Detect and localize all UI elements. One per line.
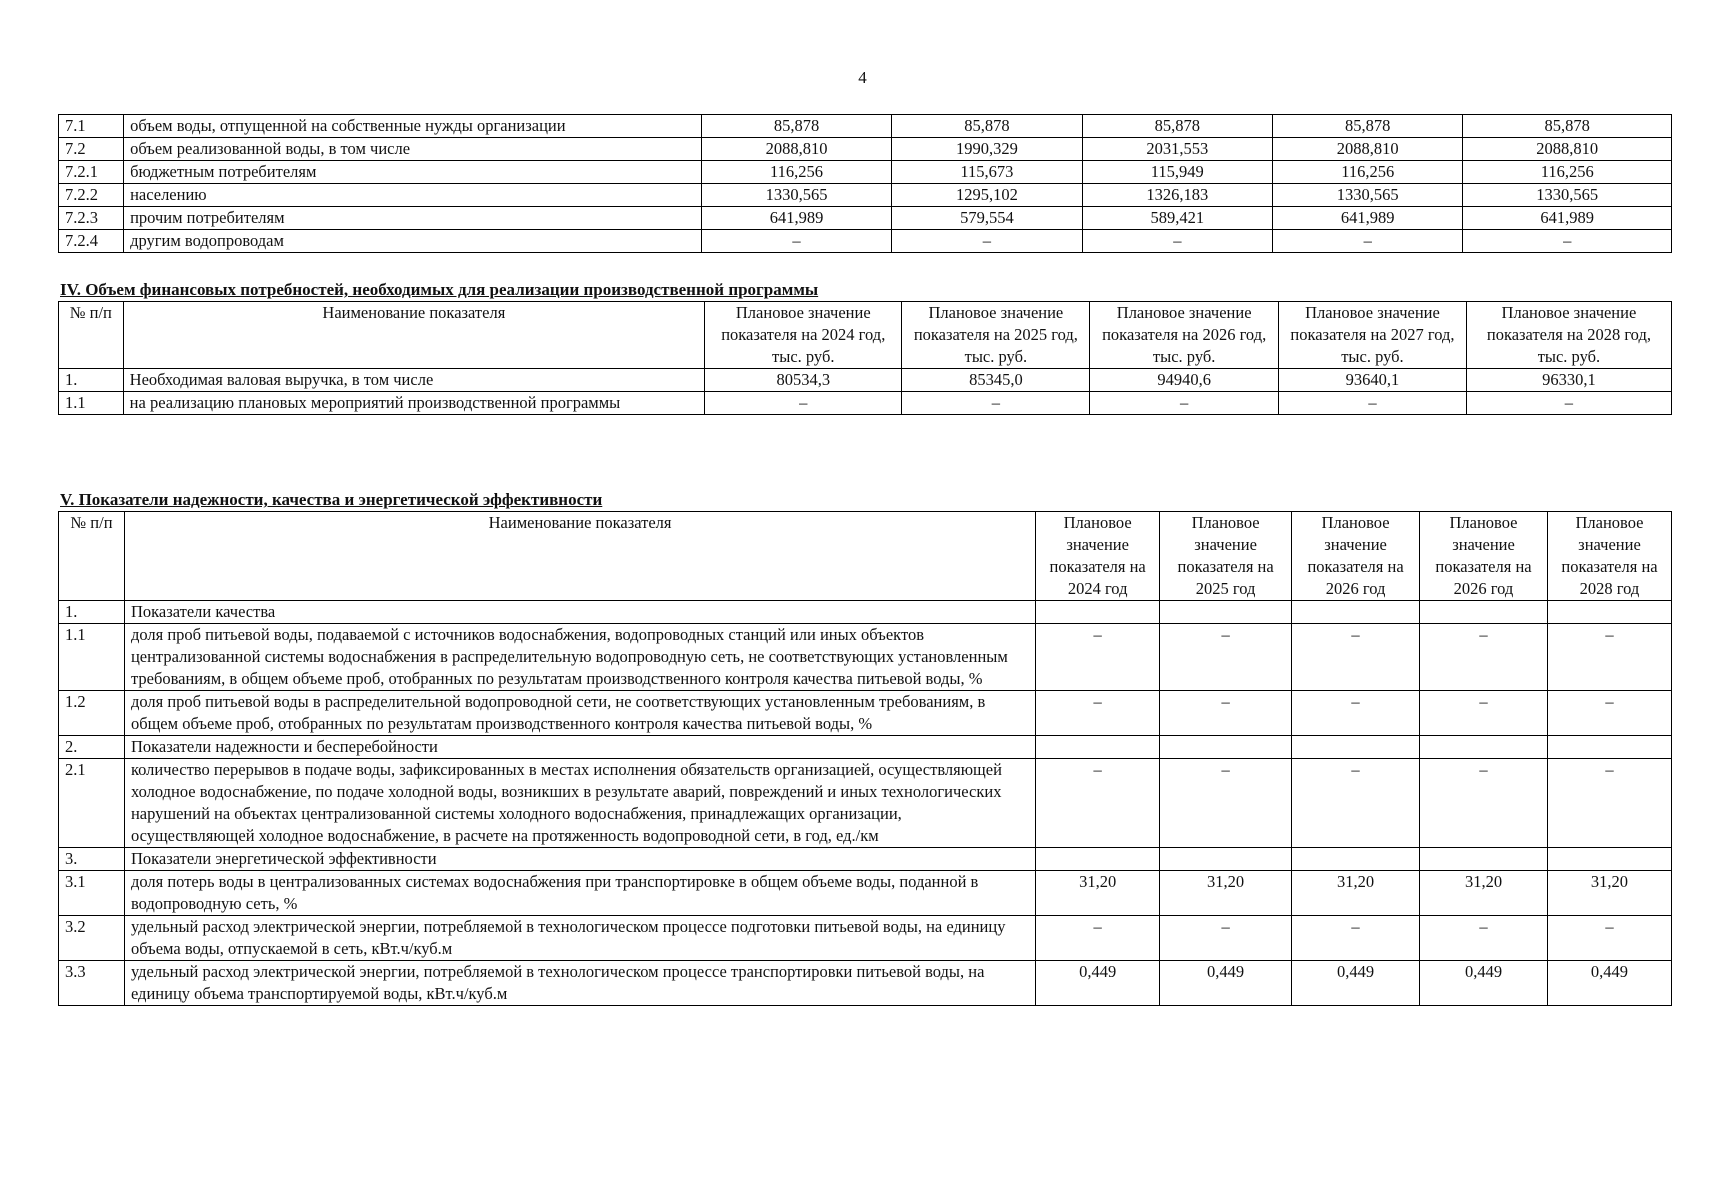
- table-header-row: [59, 512, 1672, 601]
- row-value: 1990,329: [892, 138, 1082, 161]
- row-value: 116,256: [1273, 161, 1463, 184]
- row-code: 7.2: [59, 138, 124, 161]
- row-value: –: [1547, 624, 1671, 691]
- row-value: –: [1420, 916, 1548, 961]
- row-value: –: [1547, 691, 1671, 736]
- row-value: –: [1036, 624, 1160, 691]
- row-code: 1.: [59, 601, 125, 624]
- row-value: –: [1420, 624, 1548, 691]
- row-value: 1330,565: [701, 184, 891, 207]
- table-row: [59, 230, 1672, 253]
- row-value: –: [902, 392, 1090, 415]
- row-code: 7.1: [59, 115, 124, 138]
- row-code: 7.2.3: [59, 207, 124, 230]
- header-col: Плановое значение показателя на 2025 год: [1160, 512, 1292, 601]
- row-value: [1547, 736, 1671, 759]
- row-value: –: [1273, 230, 1463, 253]
- row-value: 0,449: [1420, 961, 1548, 1006]
- table-row: [59, 207, 1672, 230]
- row-value: 85,878: [701, 115, 891, 138]
- row-value: 85,878: [1082, 115, 1272, 138]
- row-value: –: [1420, 691, 1548, 736]
- row-value: 31,20: [1160, 871, 1292, 916]
- section-4-title: IV. Объем финансовых потребностей, необходимых для реализации производственной программы: [60, 280, 819, 299]
- table-row: [59, 871, 1672, 916]
- row-value: 93640,1: [1279, 369, 1467, 392]
- page-number: 4: [858, 68, 867, 87]
- row-value: –: [1292, 624, 1420, 691]
- row-value: –: [1547, 916, 1671, 961]
- row-code: 3.1: [59, 871, 125, 916]
- header-name: Наименование показателя: [123, 302, 704, 369]
- row-code: 3.3: [59, 961, 125, 1006]
- table-row: [59, 369, 1672, 392]
- row-name: доля потерь воды в централизованных системах водоснабжения при транспортировке в общем объеме воды, поданной в водопроводную сеть, %: [124, 871, 1035, 916]
- row-value: [1420, 601, 1548, 624]
- row-value: [1547, 601, 1671, 624]
- row-value: [1420, 736, 1548, 759]
- row-value: 589,421: [1082, 207, 1272, 230]
- row-value: 1330,565: [1273, 184, 1463, 207]
- row-code: 1.1: [59, 624, 125, 691]
- table-row: [59, 961, 1672, 1006]
- row-value: 116,256: [701, 161, 891, 184]
- row-value: 579,554: [892, 207, 1082, 230]
- header-col: Плановое значение показателя на 2028 год: [1547, 512, 1671, 601]
- row-value: 94940,6: [1090, 369, 1279, 392]
- header-col: Плановое значение показателя на 2027 год, тыс. руб.: [1279, 302, 1467, 369]
- row-code: 1.2: [59, 691, 125, 736]
- row-code: 7.2.1: [59, 161, 124, 184]
- table-row: [59, 601, 1672, 624]
- row-value: 0,449: [1547, 961, 1671, 1006]
- row-value: 116,256: [1463, 161, 1672, 184]
- row-value: [1160, 736, 1292, 759]
- row-value: –: [1279, 392, 1467, 415]
- row-value: 641,989: [701, 207, 891, 230]
- row-name: Показатели надежности и бесперебойности: [124, 736, 1035, 759]
- row-name: количество перерывов в подаче воды, зафиксированных в местах исполнения обязательств организацией, осуществляющей холодное водоснабжение, по подаче холодной воды, возникших в результате аварий, повреждений и иных технологических нарушений на объектах централизованной системы холодного водоснабжения, принадлежащих организации, осуществляющей холодное водоснабжение, в расчете на протяженность водопроводной сети, в год, ед./км: [124, 759, 1035, 848]
- row-value: [1420, 848, 1548, 871]
- header-col: Плановое значение показателя на 2025 год, тыс. руб.: [902, 302, 1090, 369]
- row-name: Необходимая валовая выручка, в том числе: [123, 369, 704, 392]
- row-value: 1326,183: [1082, 184, 1272, 207]
- row-value: [1160, 601, 1292, 624]
- row-name: Показатели качества: [124, 601, 1035, 624]
- row-name: прочим потребителям: [124, 207, 702, 230]
- row-value: [1292, 848, 1420, 871]
- row-value: –: [701, 230, 891, 253]
- row-value: –: [1160, 691, 1292, 736]
- header-col: Плановое значение показателя на 2026 год: [1292, 512, 1420, 601]
- row-value: [1292, 736, 1420, 759]
- row-value: 641,989: [1273, 207, 1463, 230]
- table-row: [59, 691, 1672, 736]
- row-value: 31,20: [1420, 871, 1548, 916]
- header-name: Наименование показателя: [124, 512, 1035, 601]
- water-volume-table: [58, 114, 1672, 253]
- row-value: [1160, 848, 1292, 871]
- section-5-title: V. Показатели надежности, качества и энергетической эффективности: [60, 490, 603, 509]
- row-value: [1036, 601, 1160, 624]
- table-row: [59, 736, 1672, 759]
- table-row: [59, 624, 1672, 691]
- row-value: 2031,553: [1082, 138, 1272, 161]
- row-value: 641,989: [1463, 207, 1672, 230]
- row-value: –: [1160, 624, 1292, 691]
- row-code: 3.: [59, 848, 125, 871]
- row-name: другим водопроводам: [124, 230, 702, 253]
- row-value: –: [1036, 759, 1160, 848]
- header-col: Плановое значение показателя на 2028 год, тыс. руб.: [1466, 302, 1671, 369]
- row-value: 85,878: [1273, 115, 1463, 138]
- row-name: доля проб питьевой воды, подаваемой с источников водоснабжения, водопроводных станций или иных объектов централизованной системы водоснабжения в распределительную водопроводную сеть, не соответствующих установленным требованиям, в общем объеме проб, отобранных по результатам производственного контроля качества питьевой воды, %: [124, 624, 1035, 691]
- table-row: [59, 848, 1672, 871]
- row-value: –: [1082, 230, 1272, 253]
- row-value: 2088,810: [1463, 138, 1672, 161]
- header-num: № п/п: [59, 512, 125, 601]
- row-value: 0,449: [1160, 961, 1292, 1006]
- row-code: 2.: [59, 736, 125, 759]
- row-value: 1330,565: [1463, 184, 1672, 207]
- row-value: 0,449: [1036, 961, 1160, 1006]
- row-code: 1.: [59, 369, 124, 392]
- row-name: объем реализованной воды, в том числе: [124, 138, 702, 161]
- row-value: –: [1160, 759, 1292, 848]
- table-row: [59, 115, 1672, 138]
- row-name: населению: [124, 184, 702, 207]
- row-value: –: [1090, 392, 1279, 415]
- row-value: [1547, 848, 1671, 871]
- row-code: 2.1: [59, 759, 125, 848]
- row-name: на реализацию плановых мероприятий производственной программы: [123, 392, 704, 415]
- row-value: 115,673: [892, 161, 1082, 184]
- row-value: –: [1292, 916, 1420, 961]
- row-code: 3.2: [59, 916, 125, 961]
- row-value: 85,878: [1463, 115, 1672, 138]
- row-name: удельный расход электрической энергии, потребляемой в технологическом процессе транспортировки питьевой воды, на единицу объема транспортируемой воды, кВт.ч/куб.м: [124, 961, 1035, 1006]
- header-col: Плановое значение показателя на 2024 год: [1036, 512, 1160, 601]
- header-col: Плановое значение показателя на 2024 год, тыс. руб.: [705, 302, 902, 369]
- row-code: 7.2.4: [59, 230, 124, 253]
- row-name: доля проб питьевой воды в распределительной водопроводной сети, не соответствующих установленным требованиям, в общем объеме проб, отобранных по результатам производственного контроля качества питьевой воды, %: [124, 691, 1035, 736]
- row-value: 1295,102: [892, 184, 1082, 207]
- row-value: –: [1466, 392, 1671, 415]
- row-name: Показатели энергетической эффективности: [124, 848, 1035, 871]
- row-value: 31,20: [1547, 871, 1671, 916]
- row-name: удельный расход электрической энергии, потребляемой в технологическом процессе подготовки питьевой воды, на единицу объема воды, отпускаемой в сеть, кВт.ч/куб.м: [124, 916, 1035, 961]
- table-row: [59, 916, 1672, 961]
- row-value: 80534,3: [705, 369, 902, 392]
- row-name: бюджетным потребителям: [124, 161, 702, 184]
- financial-needs-table: [58, 301, 1672, 415]
- table-row: [59, 161, 1672, 184]
- row-value: –: [1463, 230, 1672, 253]
- table-header-row: [59, 302, 1672, 369]
- row-value: –: [1292, 759, 1420, 848]
- table-row: [59, 138, 1672, 161]
- row-value: –: [705, 392, 902, 415]
- header-col: Плановое значение показателя на 2026 год, тыс. руб.: [1090, 302, 1279, 369]
- row-value: –: [1420, 759, 1548, 848]
- header-num: № п/п: [59, 302, 124, 369]
- row-value: 96330,1: [1466, 369, 1671, 392]
- row-value: –: [1547, 759, 1671, 848]
- row-value: –: [1036, 916, 1160, 961]
- table-row: [59, 184, 1672, 207]
- row-value: [1292, 601, 1420, 624]
- reliability-quality-table: [58, 511, 1672, 1006]
- row-value: 85,878: [892, 115, 1082, 138]
- row-value: 31,20: [1292, 871, 1420, 916]
- row-value: –: [1292, 691, 1420, 736]
- row-value: 85345,0: [902, 369, 1090, 392]
- header-col: Плановое значение показателя на 2026 год: [1420, 512, 1548, 601]
- row-code: 7.2.2: [59, 184, 124, 207]
- row-name: объем воды, отпущенной на собственные нужды организации: [124, 115, 702, 138]
- row-value: 115,949: [1082, 161, 1272, 184]
- row-value: [1036, 736, 1160, 759]
- row-value: 2088,810: [1273, 138, 1463, 161]
- row-value: –: [892, 230, 1082, 253]
- row-code: 1.1: [59, 392, 124, 415]
- row-value: [1036, 848, 1160, 871]
- row-value: 31,20: [1036, 871, 1160, 916]
- row-value: 0,449: [1292, 961, 1420, 1006]
- row-value: –: [1160, 916, 1292, 961]
- table-row: [59, 759, 1672, 848]
- table-row: [59, 392, 1672, 415]
- row-value: –: [1036, 691, 1160, 736]
- row-value: 2088,810: [701, 138, 891, 161]
